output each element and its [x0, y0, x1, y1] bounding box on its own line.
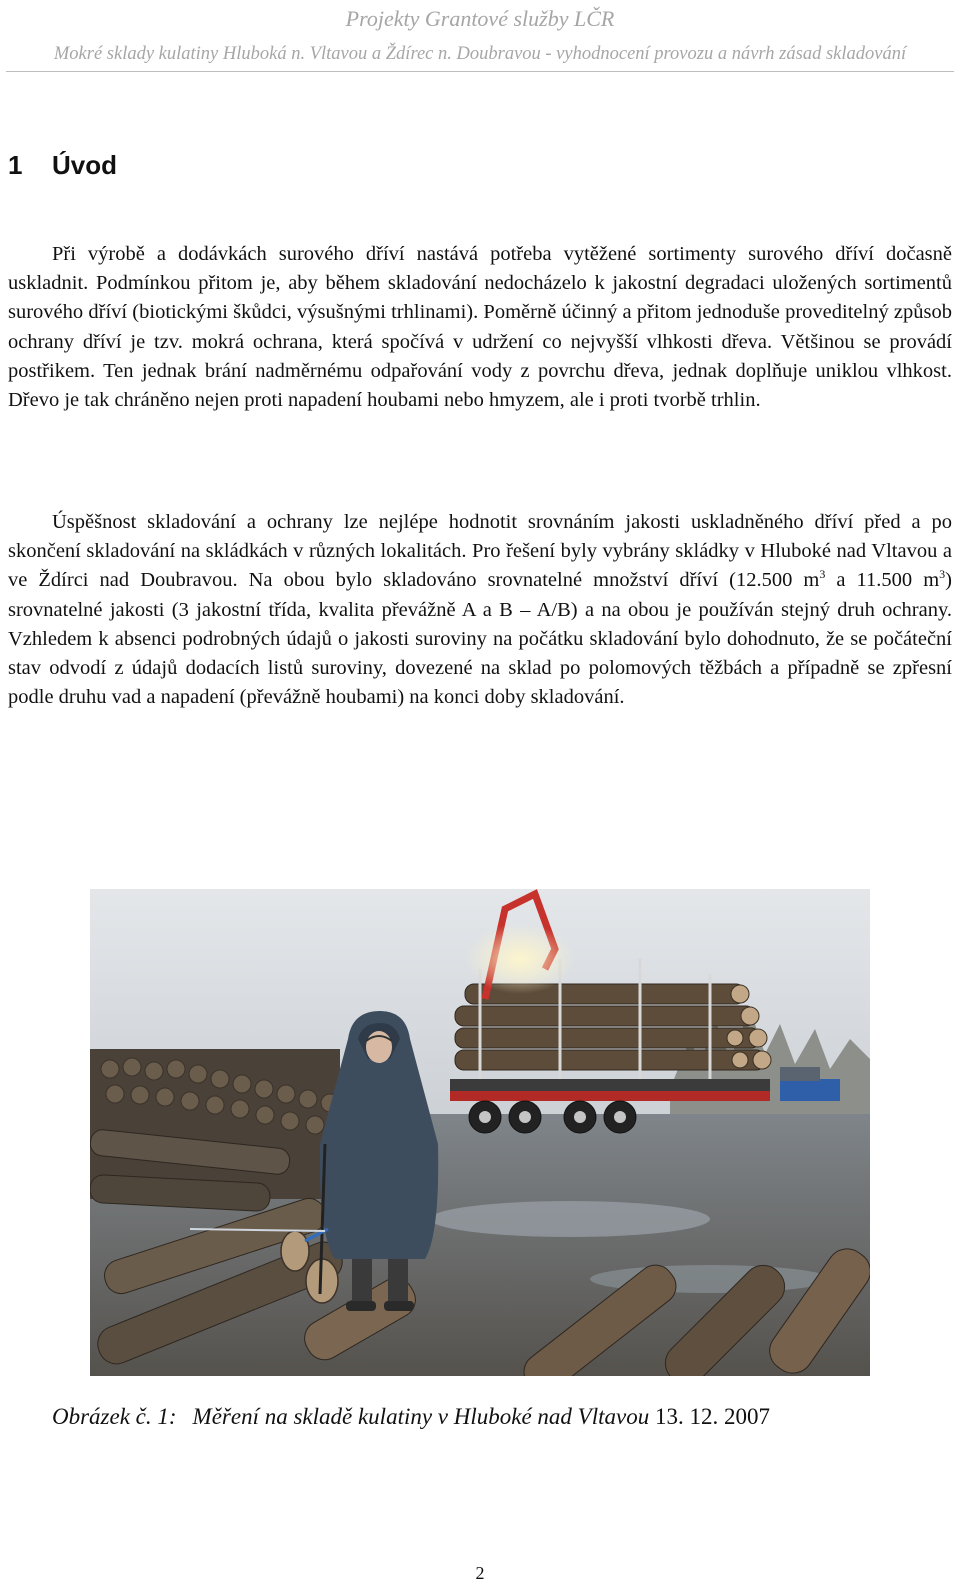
- superscript-cubic: 3: [819, 567, 826, 582]
- figure-photo-log-yard: [90, 889, 870, 1376]
- running-header-subtitle: Mokré sklady kulatiny Hluboká n. Vltavou a Ždírec n. Doubravou - vyhodnocení provozu a návrh zásad skladování: [53, 44, 907, 64]
- superscript-cubic: 3: [939, 567, 946, 582]
- paragraph-evaluation-text-c: ) srovnatelné jakosti (3 jakostní třída, kvalita převážně A a B – A/B) a na obou je používán stejný druh ochrany. Vzhledem k absenci podrobných údajů o jakosti suroviny na počátku skladování bylo dohodnuto, že se počáteční stav odvodí z údajů dodacích listů suroviny, dovezené na sklad po polomových těžbách a případně se zpřesní podle druhu vad a napadení (převážně houbami) na konci doby skladování.: [8, 569, 952, 709]
- figure-caption-text: Měření na skladě kulatiny v Hluboké nad Vltavou: [192, 1404, 650, 1429]
- paragraph-evaluation: [8, 508, 952, 712]
- figure-caption-label: Obrázek č. 1:: [52, 1404, 177, 1429]
- section-title: Úvod: [52, 150, 117, 180]
- figure-caption: [52, 1404, 770, 1430]
- figure-caption-date: 13. 12. 2007: [654, 1404, 770, 1429]
- paragraph-evaluation-text-a: Úspěšnost skladování a ochrany lze nejlépe hodnotit srovnáním jakosti uskladněného dříví před a po skončení skladování na skládkách v různých lokalitách. Pro řešení byly vybrány skládky v Hluboké nad Vltavou a ve Ždírci nad Doubravou. Na obou bylo skladováno srovnatelné množství dříví (12.500 m: [8, 511, 952, 592]
- header-divider: [6, 71, 954, 72]
- section-number: 1: [8, 150, 23, 180]
- page-number: 2: [475, 1563, 485, 1583]
- paragraph-intro-text: Při výrobě a dodávkách surového dříví nastává potřeba vytěžené sortimenty surového dříví dočasně uskladnit. Podmínkou přitom je, aby během skladování nedocházelo k jakostní degradaci uložených sortimentů surového dříví (biotickými škůdci, výsušnými trhlinami). Poměrně účinný a přitom jednoduše proveditelný způsob ochrany dříví je tzv. mokrá ochrana, která spočívá v udržení co nejvyšší vlhkosti dřeva. Většinou se provádí postřikem. Ten jednak brání nadměrnému odpařování vody z povrchu dřeva, jednak doplňuje uniklou vlhkost. Dřevo je tak chráněno nejen proti napadení houbami nebo hmyzem, ale i proti tvorbě trhlin.: [8, 243, 952, 412]
- paragraph-intro: [8, 240, 952, 415]
- running-header-title: Projekty Grantové služby LČR: [345, 6, 615, 31]
- section-heading: [8, 150, 117, 181]
- paragraph-evaluation-text-b: a 11.500 m: [825, 569, 940, 592]
